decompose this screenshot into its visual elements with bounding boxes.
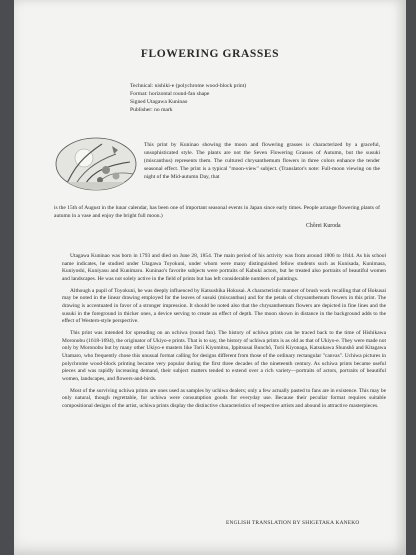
essay-paragraph: Although a pupil of Toyokuni, he was deeply influenced by Katsushika Hokusai. A characteristic manner of brush work recalling that of Hokusai may be noted in the linear drawing employed for the leaves of susuki (miscanthus) and for the petals of chrysanthemum flowers in this print. The drawing is accentuated in favor of a stronger impression. It should be noted also that the chrysanthemum flowers are depicted in fine lines and the susuki in the foreground in thicker ones, a device serving to create an effect of depth. The moon shown in distance in the background adds to the effect of Western-style perspective. (62, 287, 386, 325)
essay-paragraph: Utagawa Kuninao was born in 1793 and died on June 28, 1854. The main period of his activity was from around 1806 to 1844. As his school name indicates, he studied under Utagawa Toyokuni, under whom were many distinguished fellow students such as Kunisada, Kunimasa, Kuniyoshi, Kuniyasu and Kunimaru. Kuninao's favorite subjects were portraits of Kabuki actors, but he treated also portraits of beautiful women and landscapes. He was not solely active in the field of prints but has left considerable numbers of paintings. (62, 253, 386, 282)
document-page (14, 0, 406, 555)
page-title: FLOWERING GRASSES (140, 48, 280, 60)
print-metadata (130, 82, 390, 114)
fan-print-thumbnail (54, 136, 138, 192)
essay-paragraph: Most of the surviving uchiwa prints are ones used as samples by uchiwa dealers; only a few actually pasted to fans are in existence. This may be only natural, though regrettable, for uchiwa were consumption goods for everyday use. Because their peculiar format requires suitable compositional designs of the artist, uchiwa prints display the distinctive characteristics of respective artists and abound in attractive masterpieces. (62, 387, 386, 409)
print-description: This print by Kuninao showing the moon and flowering grasses is characterized by a graceful, unsophisticated style. The plants are not the Seven Flowering Grasses of Autumn, but the susuki (miscanthus) represents them. The cultured chrysanthemum flowers in three colors enhance the tender seasonal effect. The print is a typical "moon-view" subject. (Translator's note: Full-moon viewing on the night of the Mid-autumn Day, that (144, 142, 380, 180)
meta-technical: Technical: nishiki-e (polychrome wood-block print) (130, 83, 247, 89)
meta-signature: Signed Utagawa Kuninao (130, 99, 188, 105)
artist-essay (62, 253, 386, 415)
meta-publisher: Publisher: no mark (130, 107, 173, 113)
essay-paragraph: This print was intended for spreading on an uchiwa (round fan). The history of uchiwa prints can be traced back to the time of Hishikawa Moronobu (1618-1694), the originator of Ukiyo-e prints. That is to say, the history of uchiwa prints is as old as that of Ukiyo-e. They were made not only by Moronobu but by many other Ukiyo-e masters like Torii Kiyomitsu, Ippitsusai Bunchô, Torii Kiyonaga, Katsukawa Shunshô and Kitagawa Utamaro, who frequently chose this unusual format calling for designs different from those of the ordinary rectangular "canvas". Uchiwa pictures in polychrome wood-block printing became very popular during the first three decades of the nineteenth century. As uchiwa prints became useful pieces and was rapidly increasing demand, their subject matters tended to extend over a rich variety—portraits of actors, portraits of beautiful women, landscapes, and flowers-and-birds. (62, 330, 386, 382)
print-description-continued: is the 15th of August in the lunar calendar, has been one of important seasonal events in Japan since early times. People arrange flowering plants of autumn in a vase and enjoy the bright full moon.) (54, 205, 380, 219)
translator-credit: ENGLISH TRANSLATION BY SHIGETAKA KANEKO (226, 520, 360, 526)
description-author: Chôrei Kuroda (306, 223, 341, 229)
meta-format: Format: horizontal round-fan shape (130, 91, 210, 97)
